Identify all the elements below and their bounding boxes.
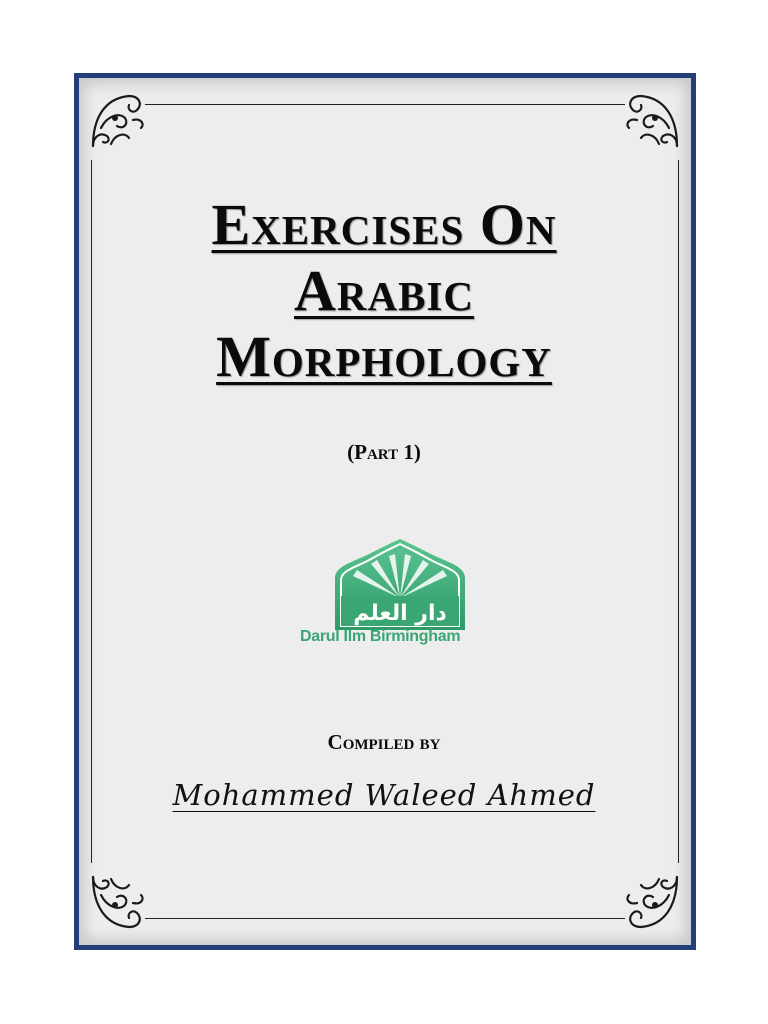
flourish-ornament-icon bbox=[85, 869, 151, 935]
top-rule bbox=[145, 104, 625, 105]
page-title bbox=[0, 192, 768, 390]
logo-arabic-text: دار العلم bbox=[353, 601, 447, 626]
title-line-2: Arabic bbox=[293, 258, 474, 323]
bottom-rule bbox=[145, 918, 625, 919]
title-line-1: Exercises On bbox=[211, 192, 557, 257]
author-name-wrap bbox=[0, 778, 768, 812]
flourish-ornament-icon bbox=[619, 88, 685, 154]
compiled-by-label: Compiled by bbox=[327, 730, 441, 754]
logo-caption: Darul Ilm Birmingham bbox=[300, 628, 461, 645]
flourish-ornament-icon bbox=[85, 88, 151, 154]
author-name: Mohammed Waleed Ahmed bbox=[172, 778, 596, 812]
title-line-3: Morphology bbox=[216, 324, 552, 389]
flourish-ornament-icon bbox=[619, 869, 685, 935]
part-label: (Part 1) bbox=[347, 440, 421, 464]
